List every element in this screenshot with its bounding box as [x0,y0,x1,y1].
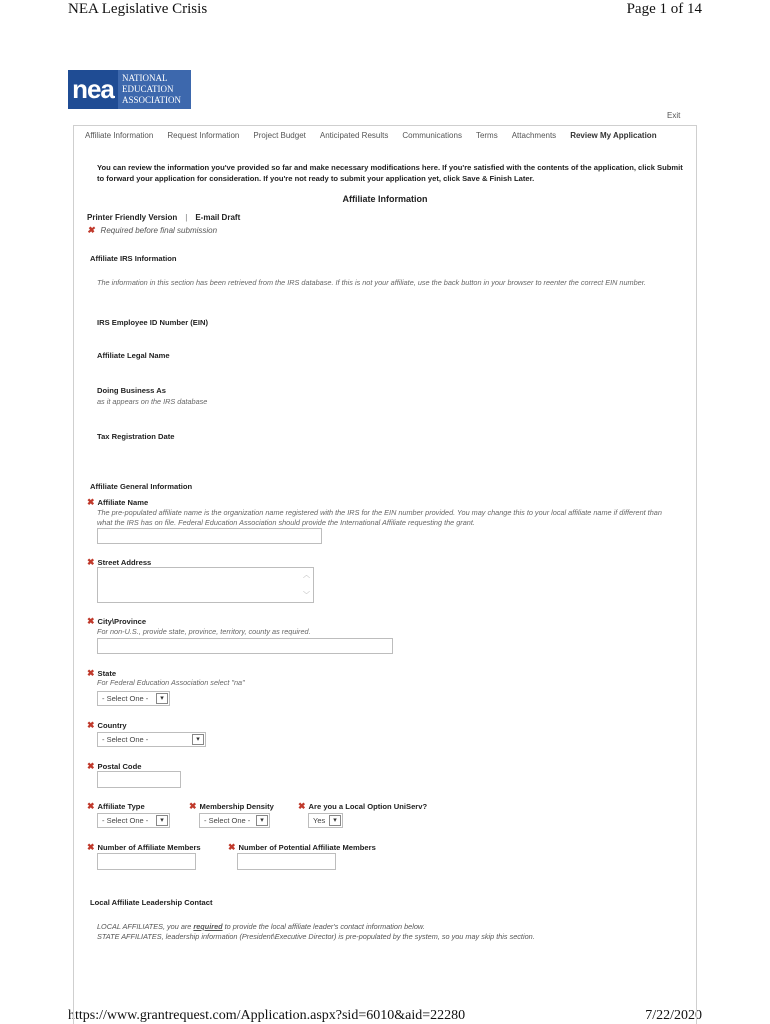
tab-terms[interactable]: Terms [475,131,498,140]
dba-label: Doing Business As [97,386,166,395]
application-tabs [85,131,657,140]
affiliate-members-label: ✖ Number of Affiliate Members [87,842,201,852]
required-icon: ✖ [87,225,95,235]
tab-project-budget[interactable]: Project Budget [253,131,306,140]
state-help: For Federal Education Association select "na" [97,678,245,687]
leadership-help [97,922,535,942]
required-icon: ✖ [87,668,95,678]
city-input[interactable] [97,638,393,654]
logo-line-3: ASSOCIATION [122,95,182,105]
chevron-down-icon[interactable]: ▾ [329,815,341,826]
tab-communications[interactable]: Communications [402,131,462,140]
chevron-down-icon[interactable]: ▾ [156,815,168,826]
irs-help: The information in this section has been retrieved from the IRS database. If this is not your affiliate, use the back button in your browser to reenter the correct EIN number. [97,278,646,287]
affiliate-name-input[interactable] [97,528,322,544]
irs-heading: Affiliate IRS Information [90,254,177,263]
required-icon: ✖ [87,842,95,852]
tab-review-my-application[interactable]: Review My Application [570,131,657,140]
required-legend-text: Required before final submission [100,226,218,235]
intro-text: You can review the information you've provided so far and make necessary modifications here. If you're satisfied with the contents of the application, click Submit to forward your application for consideration. If you're not ready to submit your application yet, click Save & Finish Later. [97,163,683,183]
affiliate-type-label: ✖ Affiliate Type [87,801,145,811]
required-icon: ✖ [87,557,95,567]
required-icon: ✖ [87,616,95,626]
potential-members-label: ✖ Number of Potential Affiliate Members [228,842,376,852]
affiliate-name-label: ✖ Affiliate Name [87,497,149,507]
state-label: ✖ State [87,668,117,678]
ein-label: IRS Employee ID Number (EIN) [97,318,208,327]
legal-name-label: Affiliate Legal Name [97,351,170,360]
leadership-local-line: LOCAL AFFILIATES, you are required to provide the local affiliate leader's contact information below. [97,922,425,931]
exit-link[interactable]: Exit [667,111,681,120]
scroll-down-icon[interactable]: ﹀ [303,592,310,599]
chevron-down-icon[interactable]: ▾ [156,693,168,704]
potential-members-input[interactable] [237,853,336,870]
uniserv-label: ✖ Are you a Local Option UniServ? [298,801,428,811]
city-help: For non-U.S., provide state, province, territory, county as required. [97,627,311,636]
required-legend [87,225,217,236]
leadership-state-line: STATE AFFILIATES, leadership information (President\Executive Director) is pre-populated by the system, so you may skip this section. [97,932,535,941]
uniserv-select[interactable]: Yes ▾ [308,813,343,828]
tab-attachments[interactable]: Attachments [511,131,557,140]
printer-friendly-link[interactable]: Printer Friendly Version [87,213,178,222]
country-select[interactable]: - Select One - ▾ [97,732,206,747]
print-footer-date: 7/22/2020 [645,1008,702,1023]
street-address-textarea[interactable] [97,567,314,603]
postal-code-label: ✖ Postal Code [87,761,142,771]
membership-density-select[interactable]: - Select One - ▾ [199,813,270,828]
required-icon: ✖ [87,720,95,730]
affiliate-members-input[interactable] [97,853,196,870]
nea-logo [68,70,191,109]
street-address-label: ✖ Street Address [87,557,152,567]
logo-line-1: NATIONAL [122,73,168,83]
section-title: Affiliate Information [342,194,428,204]
print-header-page: Page 1 of 14 [626,1,702,17]
postal-code-input[interactable] [97,771,181,788]
required-icon: ✖ [87,761,95,771]
affiliate-type-select[interactable]: - Select One - ▾ [97,813,170,828]
logo-line-2: EDUCATION [122,84,174,94]
leadership-heading: Local Affiliate Leadership Contact [90,898,213,907]
tab-affiliate-information[interactable]: Affiliate Information [85,131,154,140]
required-icon: ✖ [298,801,306,811]
print-footer-url: https://www.grantrequest.com/Application.aspx?sid=6010&aid=22280 [68,1008,466,1023]
membership-density-label: ✖ Membership Density [189,801,274,811]
affiliate-name-help: The pre-populated affiliate name is the organization name registered with the IRS for the EIN number provided. You may change this to your local affiliate name if different than what the IRS has on file. Federal Education Association should provide the International Affiliate requesting the grant. [97,508,662,527]
country-label: ✖ Country [87,720,127,730]
required-icon: ✖ [228,842,236,852]
required-icon: ✖ [87,497,95,507]
nea-logo-mark: nea [68,70,118,109]
chevron-down-icon[interactable]: ▾ [256,815,268,826]
review-links [87,213,240,222]
nea-logo-wordmark [118,70,191,109]
tax-date-label: Tax Registration Date [97,432,175,441]
general-heading: Affiliate General Information [90,482,193,491]
tab-request-information[interactable]: Request Information [167,131,240,140]
dba-help: as it appears on the IRS database [97,397,208,406]
city-label: ✖ City\Province [87,616,147,626]
required-icon: ✖ [87,801,95,811]
state-select[interactable]: - Select One - ▾ [97,691,170,706]
tab-anticipated-results[interactable]: Anticipated Results [319,131,389,140]
email-draft-link[interactable]: E-mail Draft [195,213,241,222]
scroll-up-icon[interactable]: ︿ [303,572,310,579]
link-separator: | [185,213,188,222]
print-header-title: NEA Legislative Crisis [68,1,208,17]
chevron-down-icon[interactable]: ▾ [192,734,204,745]
required-icon: ✖ [189,801,197,811]
